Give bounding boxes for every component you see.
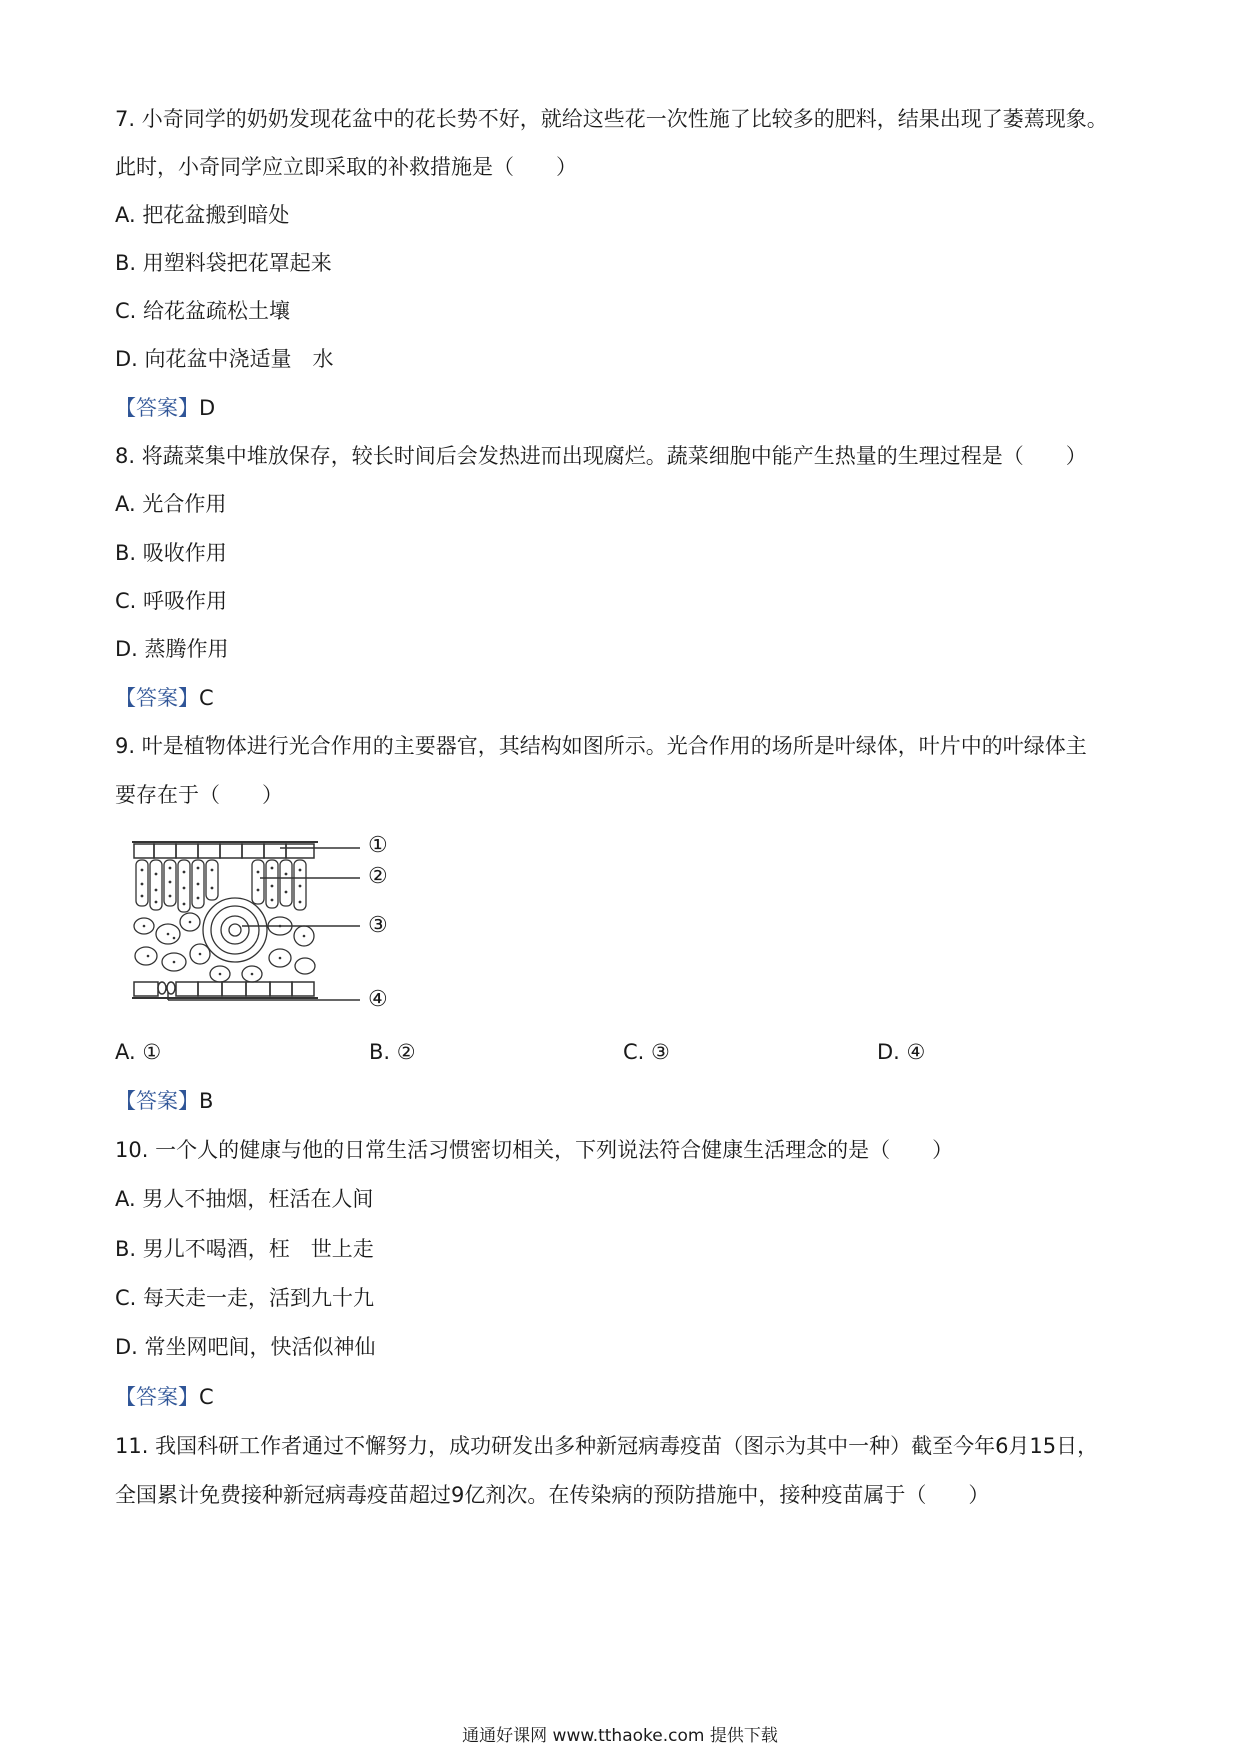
q9-answer — [115, 1086, 213, 1116]
q8-answer — [115, 683, 214, 713]
q7-stem-line2: 此时，小奇同学应立即采取的补救措施是（ ） — [115, 155, 577, 179]
q7-option-d: D. 向花盆中浇适量 水 — [115, 347, 334, 371]
leaf-structure-diagram — [130, 838, 405, 1013]
q10-stem-line1: 10. 一个人的健康与他的日常生活习惯密切相关，下列说法符合健康生活理念的是（ ） — [115, 1138, 954, 1162]
figure-label-3: ③ — [368, 913, 388, 938]
q8-option-c: C. 呼吸作用 — [115, 589, 228, 613]
figure-label-2: ② — [368, 864, 388, 889]
q11-stem-line2: 全国累计免费接种新冠病毒疫苗超过9亿剂次。在传染病的预防措施中，接种疫苗属于（ ） — [115, 1483, 990, 1507]
q9-stem-line1: 9. 叶是植物体进行光合作用的主要器官，其结构如图所示。光合作用的场所是叶绿体，叶片中的叶绿体主 — [115, 734, 1087, 758]
q8-option-a: A. 光合作用 — [115, 492, 227, 516]
answer-value: B — [199, 1089, 214, 1113]
page-footer: 通通好课网 www.tthaoke.com 提供下载 — [462, 1726, 778, 1746]
q10-option-d: D. 常坐网吧间，快活似神仙 — [115, 1335, 376, 1359]
q9-option-b: B. ② — [369, 1040, 416, 1064]
q8-stem-line1: 8. 将蔬菜集中堆放保存，较长时间后会发热进而出现腐烂。蔬菜细胞中能产生热量的生理过程是（ ） — [115, 444, 1087, 468]
q8-option-b: B. 吸收作用 — [115, 541, 227, 565]
q10-answer — [115, 1382, 214, 1412]
q10-option-b: B. 男儿不喝酒，枉 世上走 — [115, 1237, 374, 1261]
q9-option-d: D. ④ — [877, 1040, 926, 1064]
leaf-cross-section-figure — [130, 833, 405, 1013]
answer-label: 【答案】 — [115, 396, 199, 420]
figure-label-1: ① — [368, 833, 388, 858]
q7-answer — [115, 393, 215, 423]
q8-option-d: D. 蒸腾作用 — [115, 637, 229, 661]
answer-label: 【答案】 — [115, 1385, 199, 1409]
q9-stem-line2: 要存在于（ ） — [115, 783, 283, 807]
figure-label-4: ④ — [368, 987, 388, 1012]
q7-option-b: B. 用塑料袋把花罩起来 — [115, 251, 332, 275]
answer-value: C — [199, 686, 214, 710]
answer-label: 【答案】 — [115, 686, 199, 710]
answer-value: C — [199, 1385, 214, 1409]
q9-option-a: A. ① — [115, 1040, 162, 1064]
q7-option-c: C. 给花盆疏松土壤 — [115, 299, 291, 323]
q9-option-c: C. ③ — [623, 1040, 670, 1064]
q11-stem-line1: 11. 我国科研工作者通过不懈努力，成功研发出多种新冠病毒疫苗（图示为其中一种）截至今年6月15日， — [115, 1434, 1099, 1458]
answer-label: 【答案】 — [115, 1089, 199, 1113]
q7-stem-line1: 7. 小奇同学的奶奶发现花盆中的花长势不好，就给这些花一次性施了比较多的肥料，结果出现了萎蔫现象。 — [115, 107, 1108, 131]
q7-option-a: A. 把花盆搬到暗处 — [115, 203, 290, 227]
q10-option-c: C. 每天走一走，活到九十九 — [115, 1286, 375, 1310]
answer-value: D — [199, 396, 216, 420]
q10-option-a: A. 男人不抽烟，枉活在人间 — [115, 1187, 374, 1211]
